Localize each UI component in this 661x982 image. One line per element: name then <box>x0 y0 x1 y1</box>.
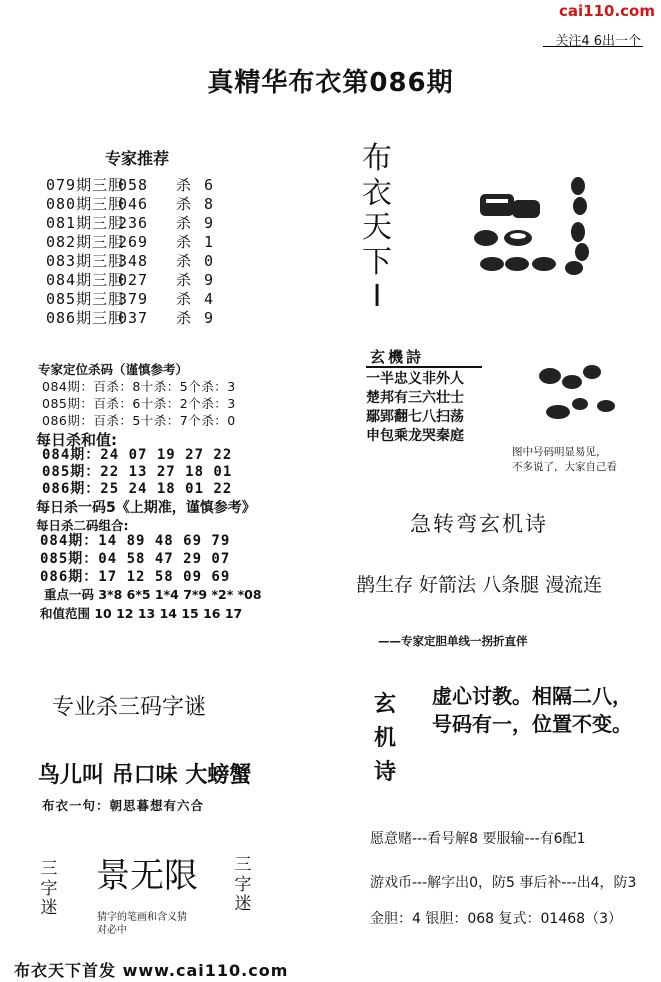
coin-icon <box>480 257 504 271</box>
expert-k: 8 <box>204 195 215 213</box>
expert-kill: 杀 <box>176 214 193 232</box>
focus-underline <box>543 46 643 47</box>
poem-line: 申包乘龙哭秦庭 <box>366 428 464 444</box>
expert-kill: 杀 <box>176 309 193 327</box>
verse-2: 号码有一，位置不变。 <box>432 712 632 736</box>
expert-row <box>46 252 214 271</box>
kill-two-row: 085期：04 58 47 29 07 <box>40 551 231 567</box>
footer: 布衣天下首发 www.cai110.com <box>14 961 289 980</box>
tip-1: 愿意赌---看号解8 要服输---有6配1 <box>370 831 586 847</box>
expert-k: 9 <box>204 309 215 327</box>
expert-k: 1 <box>204 233 215 251</box>
picture-note-2: 不多说了，大家自己看 <box>512 461 617 473</box>
sum-list <box>42 447 232 498</box>
coin-icon <box>505 257 529 271</box>
coin-icon <box>575 243 589 261</box>
expert-period: 082期三胆 <box>46 233 125 251</box>
sum-row: 085期：22 13 27 18 01 <box>42 464 233 480</box>
expert-kill: 杀 <box>176 252 193 270</box>
expert-row <box>46 290 214 309</box>
position-row: 084期：百杀：8十杀：5个杀：3 <box>42 379 236 394</box>
tip-3: 金胆：4 银胆：068 复式：01468（3） <box>370 911 622 927</box>
coin-icon <box>546 405 570 419</box>
expert-row <box>46 271 214 290</box>
expert-period: 083期三胆 <box>46 252 125 270</box>
expert-period: 085期三胆 <box>46 290 125 308</box>
expert-nums: 236 <box>118 214 149 232</box>
xuan-label: 玄机诗 <box>373 692 396 786</box>
coin-picture-small <box>528 360 628 430</box>
expert-k: 0 <box>204 252 215 270</box>
jing-note-1: 猜字的笔画和含义猜 <box>97 912 187 923</box>
verse-1: 虚心讨教。相隔二八， <box>432 684 632 708</box>
coin-highlight <box>510 233 526 239</box>
kill-two-row: 086期：17 12 58 09 69 <box>40 569 231 585</box>
vertical-title: 布衣天下I <box>362 141 392 314</box>
coin-icon <box>583 365 601 379</box>
position-title: 专家定位杀码（谨慎参考） <box>38 362 189 377</box>
jing-note-2: 对必中 <box>97 925 127 936</box>
expert-table <box>46 176 214 328</box>
sum-row: 086期：25 24 18 01 22 <box>42 481 233 497</box>
jing-riddle: 景无限 <box>96 856 198 896</box>
expert-row <box>46 176 214 195</box>
turn-title: 急转弯玄机诗 <box>410 512 548 536</box>
expert-k: 6 <box>204 176 215 194</box>
coin-icon <box>572 398 588 410</box>
key-combo: 重点一码 3*8 6*5 1*4 7*9 *2* *08 <box>44 587 262 602</box>
expert-k: 9 <box>204 271 215 289</box>
poem-title: 玄機詩 <box>370 348 425 366</box>
expert-kill: 杀 <box>176 176 193 194</box>
tip-2: 游戏币---解字出0，防5 事后补---出4，防3 <box>370 875 637 891</box>
coin-icon <box>573 197 587 215</box>
kill-two-row: 084期：14 89 48 69 79 <box>40 533 231 549</box>
expert-period: 086期三胆 <box>46 309 125 327</box>
position-list <box>42 378 236 429</box>
coin-icon <box>480 194 514 216</box>
coin-icon <box>571 177 585 195</box>
expert-nums: 027 <box>118 271 149 289</box>
kill-two-title: 每日杀二码组合: <box>36 518 129 533</box>
focus-note: 关注4 6出一个 <box>555 34 641 49</box>
side-label-right: 三字迷 <box>234 855 252 915</box>
expert-nums: 058 <box>118 176 149 194</box>
turn-line: 鹊生存 好箭法 八条腿 漫流连 <box>356 574 603 596</box>
expert-k: 9 <box>204 214 215 232</box>
expert-nums: 037 <box>118 309 149 327</box>
coin-icon <box>571 222 585 242</box>
riddle-title: 专业杀三码字谜 <box>52 695 207 720</box>
position-row: 085期：百杀：6十杀：2个杀：3 <box>42 396 236 411</box>
expert-title: 专家推荐 <box>105 149 170 168</box>
poem-line: 鄢郢翻七八扫荡 <box>366 409 464 425</box>
expert-period: 084期三胆 <box>46 271 125 289</box>
picture-note-1: 图中号码明显易见， <box>512 446 607 458</box>
expert-kill: 杀 <box>176 271 193 289</box>
coin-icon <box>539 368 561 384</box>
expert-nums: 046 <box>118 195 149 213</box>
poem-line: 楚邦有三六壮士 <box>366 390 464 406</box>
coin-icon <box>562 375 582 389</box>
dan-line: ——专家定胆单线一拐折直伴 <box>378 634 528 648</box>
expert-row <box>46 195 214 214</box>
expert-kill: 杀 <box>176 290 193 308</box>
expert-row <box>46 309 214 328</box>
expert-period: 080期三胆 <box>46 195 125 213</box>
coin-icon <box>532 257 556 271</box>
buyi-line: 布衣一句：朝思暮想有六合 <box>42 798 205 813</box>
poem-line: 一半忠义非外人 <box>366 371 464 387</box>
position-row: 086期：百杀：5十杀：7个杀：0 <box>42 413 236 428</box>
coin-highlight <box>486 199 508 203</box>
expert-period: 081期三胆 <box>46 214 125 232</box>
sum-title: 每日杀和值: <box>36 431 117 449</box>
expert-nums: 269 <box>118 233 149 251</box>
site-logo[interactable]: cai110.com <box>559 2 655 20</box>
coin-icon <box>474 230 498 246</box>
coin-icon <box>512 200 540 218</box>
expert-nums: 348 <box>118 252 149 270</box>
side-label-left: 三字迷 <box>40 859 58 919</box>
sum-range: 和值范围 10 12 13 14 15 16 17 <box>40 606 243 621</box>
kill-one: 每日杀一码5《上期准，谨慎参考》 <box>36 500 256 516</box>
coin-icon <box>597 400 615 412</box>
coin-picture <box>462 172 612 282</box>
sum-row: 084期：24 07 19 27 22 <box>42 447 233 463</box>
expert-k: 4 <box>204 290 215 308</box>
expert-kill: 杀 <box>176 233 193 251</box>
kill-two-list <box>40 532 230 586</box>
poem-title-rule <box>366 366 482 368</box>
poem-block <box>366 370 464 446</box>
expert-row <box>46 233 214 252</box>
coin-icon <box>565 261 583 275</box>
expert-row <box>46 214 214 233</box>
expert-period: 079期三胆 <box>46 176 125 194</box>
riddle-words: 鸟儿叫 吊口味 大螃蟹 <box>38 763 252 788</box>
expert-kill: 杀 <box>176 195 193 213</box>
expert-nums: 379 <box>118 290 149 308</box>
page-title: 真精华布衣第086期 <box>207 68 454 98</box>
